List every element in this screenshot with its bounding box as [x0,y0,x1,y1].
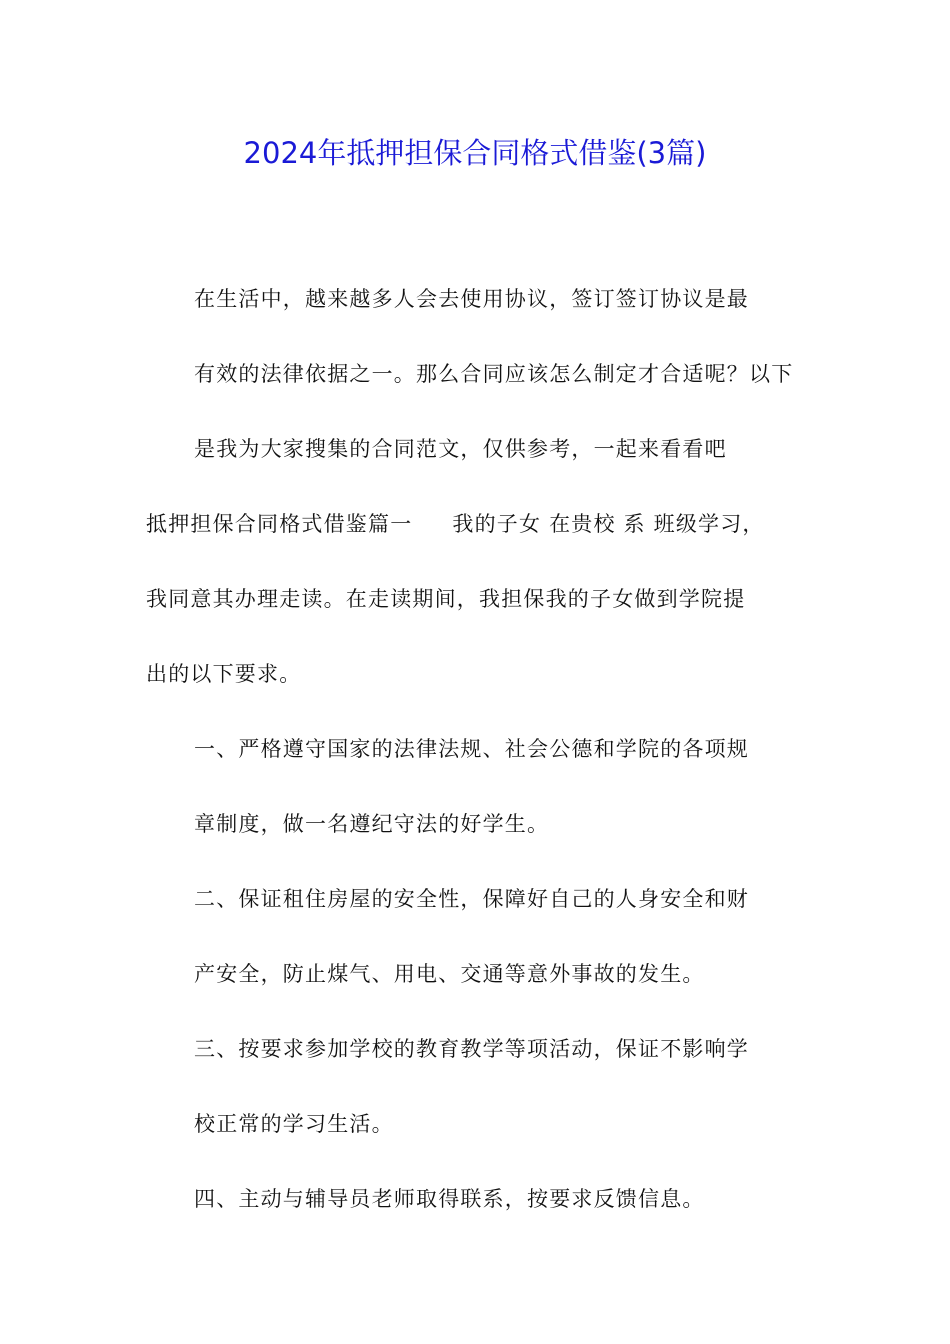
section-text: 我的子女 在贵校 系 班级学习， [452,512,765,536]
section-line: 我同意其办理走读。在走读期间，我担保我的子女做到学院提 [146,587,746,611]
list-item-line: 校正常的学习生活。 [194,1112,394,1136]
list-item-line: 三、按要求参加学校的教育教学等项活动，保证不影响学 [194,1037,749,1061]
list-item-line: 章制度，做一名遵纪守法的好学生。 [194,812,550,836]
section-heading: 抵押担保合同格式借鉴篇一 [146,512,413,536]
document-title: 2024年抵押担保合同格式借鉴(3篇) [243,136,707,170]
intro-line: 在生活中，越来越多人会去使用协议，签订签订协议是最 [194,287,749,311]
list-item-line: 二、保证租住房屋的安全性，保障好自己的人身安全和财 [194,887,749,911]
list-item-line: 产安全，防止煤气、用电、交通等意外事故的发生。 [194,962,705,986]
list-item-line: 一、严格遵守国家的法律法规、社会公德和学院的各项规 [194,737,749,761]
intro-line: 是我为大家搜集的合同范文，仅供参考，一起来看看吧 [194,437,727,461]
intro-line: 有效的法律依据之一。那么合同应该怎么制定才合适呢？以下 [194,362,794,386]
list-item-4 [146,1162,810,1237]
list-item-3 [146,1012,810,1162]
document-body [146,262,810,1237]
section-first-line [146,487,810,562]
section-paragraph [146,487,810,712]
intro-paragraph [146,262,810,487]
list-item-2 [146,862,810,1012]
list-item-line: 四、主动与辅导员老师取得联系，按要求反馈信息。 [194,1187,705,1211]
section-line: 出的以下要求。 [146,662,302,686]
list-item-1 [146,712,810,862]
